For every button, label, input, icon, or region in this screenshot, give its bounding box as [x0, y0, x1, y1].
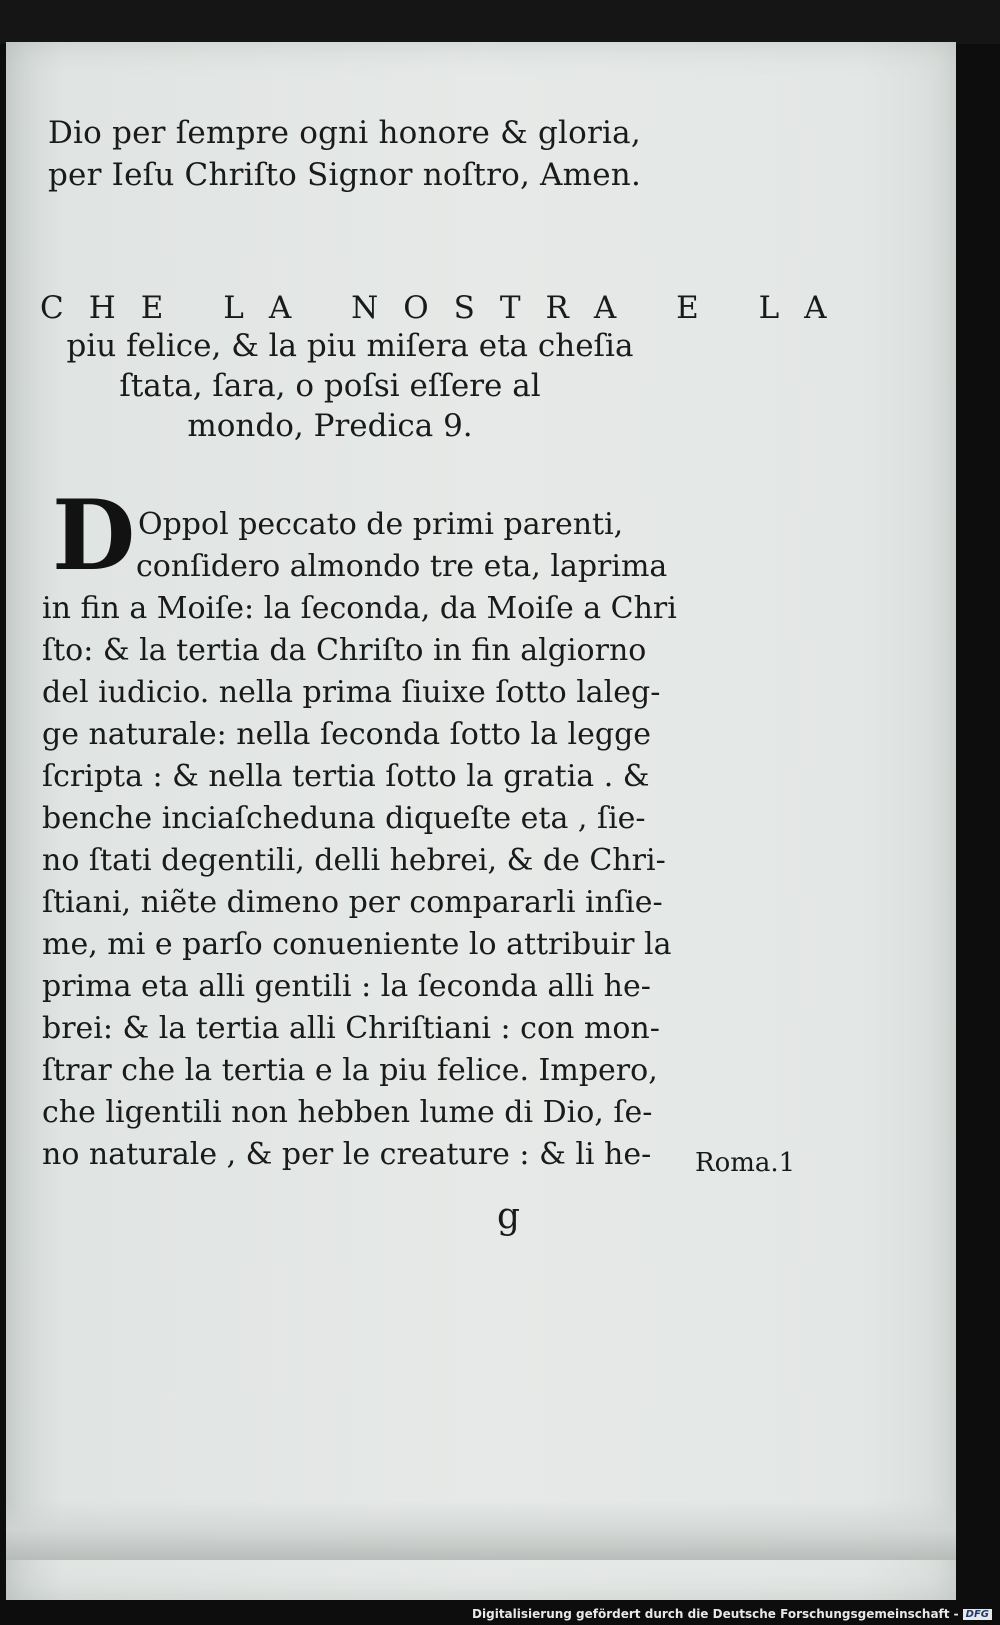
body-line-6: ge naturale: nella ſeconda ſotto la legge	[42, 717, 652, 752]
margin-note: Roma.1	[695, 1148, 796, 1178]
body-line-5: del iudicio. nella prima ſiuixe ſotto laleg-	[42, 675, 661, 710]
top-line-2: per Ieſu Chriſto Signor noſtro, Amen.	[48, 157, 642, 193]
sermon-heading-sub-2: ſtata, ſara, o poſsi eſſere al	[119, 368, 541, 404]
body-line-16: no naturale , & per le creature : & li he-	[42, 1137, 652, 1172]
body-line-11: me, mi e parſo conueniente lo attribuir la	[42, 927, 672, 962]
body-line-7: ſcripta : & nella tertia ſotto la gratia . &	[42, 759, 650, 794]
body-line-13: brei: & la tertia alli Chriſtiani : con mon-	[42, 1011, 660, 1046]
body-line-14: ſtrar che la tertia e la piu felice. Impero,	[42, 1053, 658, 1088]
footer-text: Digitalisierung gefördert durch die Deutsche Forschungsgemeinschaft -	[472, 1607, 959, 1621]
top-line-1: Dio per ſempre ogni honore & gloria,	[48, 115, 641, 151]
body-line-12: prima eta alli gentili : la ſeconda alli he-	[42, 969, 651, 1004]
body-line-1: Oppol peccato de primi parenti,	[138, 507, 624, 542]
sermon-heading-sub-1: piu felice, & la piu miſera eta cheſia	[66, 328, 634, 364]
digitization-footer	[472, 1607, 992, 1621]
signature-mark: g	[497, 1196, 521, 1237]
body-line-2: conſidero almondo tre eta, laprima	[136, 549, 668, 584]
body-line-8: benche inciaſcheduna diqueſte eta , ſie-	[42, 801, 646, 836]
scan-top-band	[0, 0, 1000, 44]
body-line-3: in fin a Moiſe: la ſeconda, da Moiſe a Chri	[42, 591, 677, 626]
torn-page-edge	[6, 1500, 956, 1560]
dfg-logo: DFG	[963, 1609, 992, 1620]
body-line-15: che ligentili non hebben lume di Dio, ſe-	[42, 1095, 653, 1130]
body-line-10: ſtiani, niẽte dimeno per compararli inſie-	[42, 885, 663, 920]
sermon-heading-main: CHE LA NOSTRA E LA	[40, 290, 852, 326]
body-line-9: no ſtati degentili, delli hebrei, & de Chri-	[42, 843, 666, 878]
sermon-heading-sub-3: mondo, Predica 9.	[187, 408, 473, 444]
drop-cap: D	[52, 479, 136, 592]
body-line-4: ſto: & la tertia da Chriſto in fin algiorno	[42, 633, 647, 668]
